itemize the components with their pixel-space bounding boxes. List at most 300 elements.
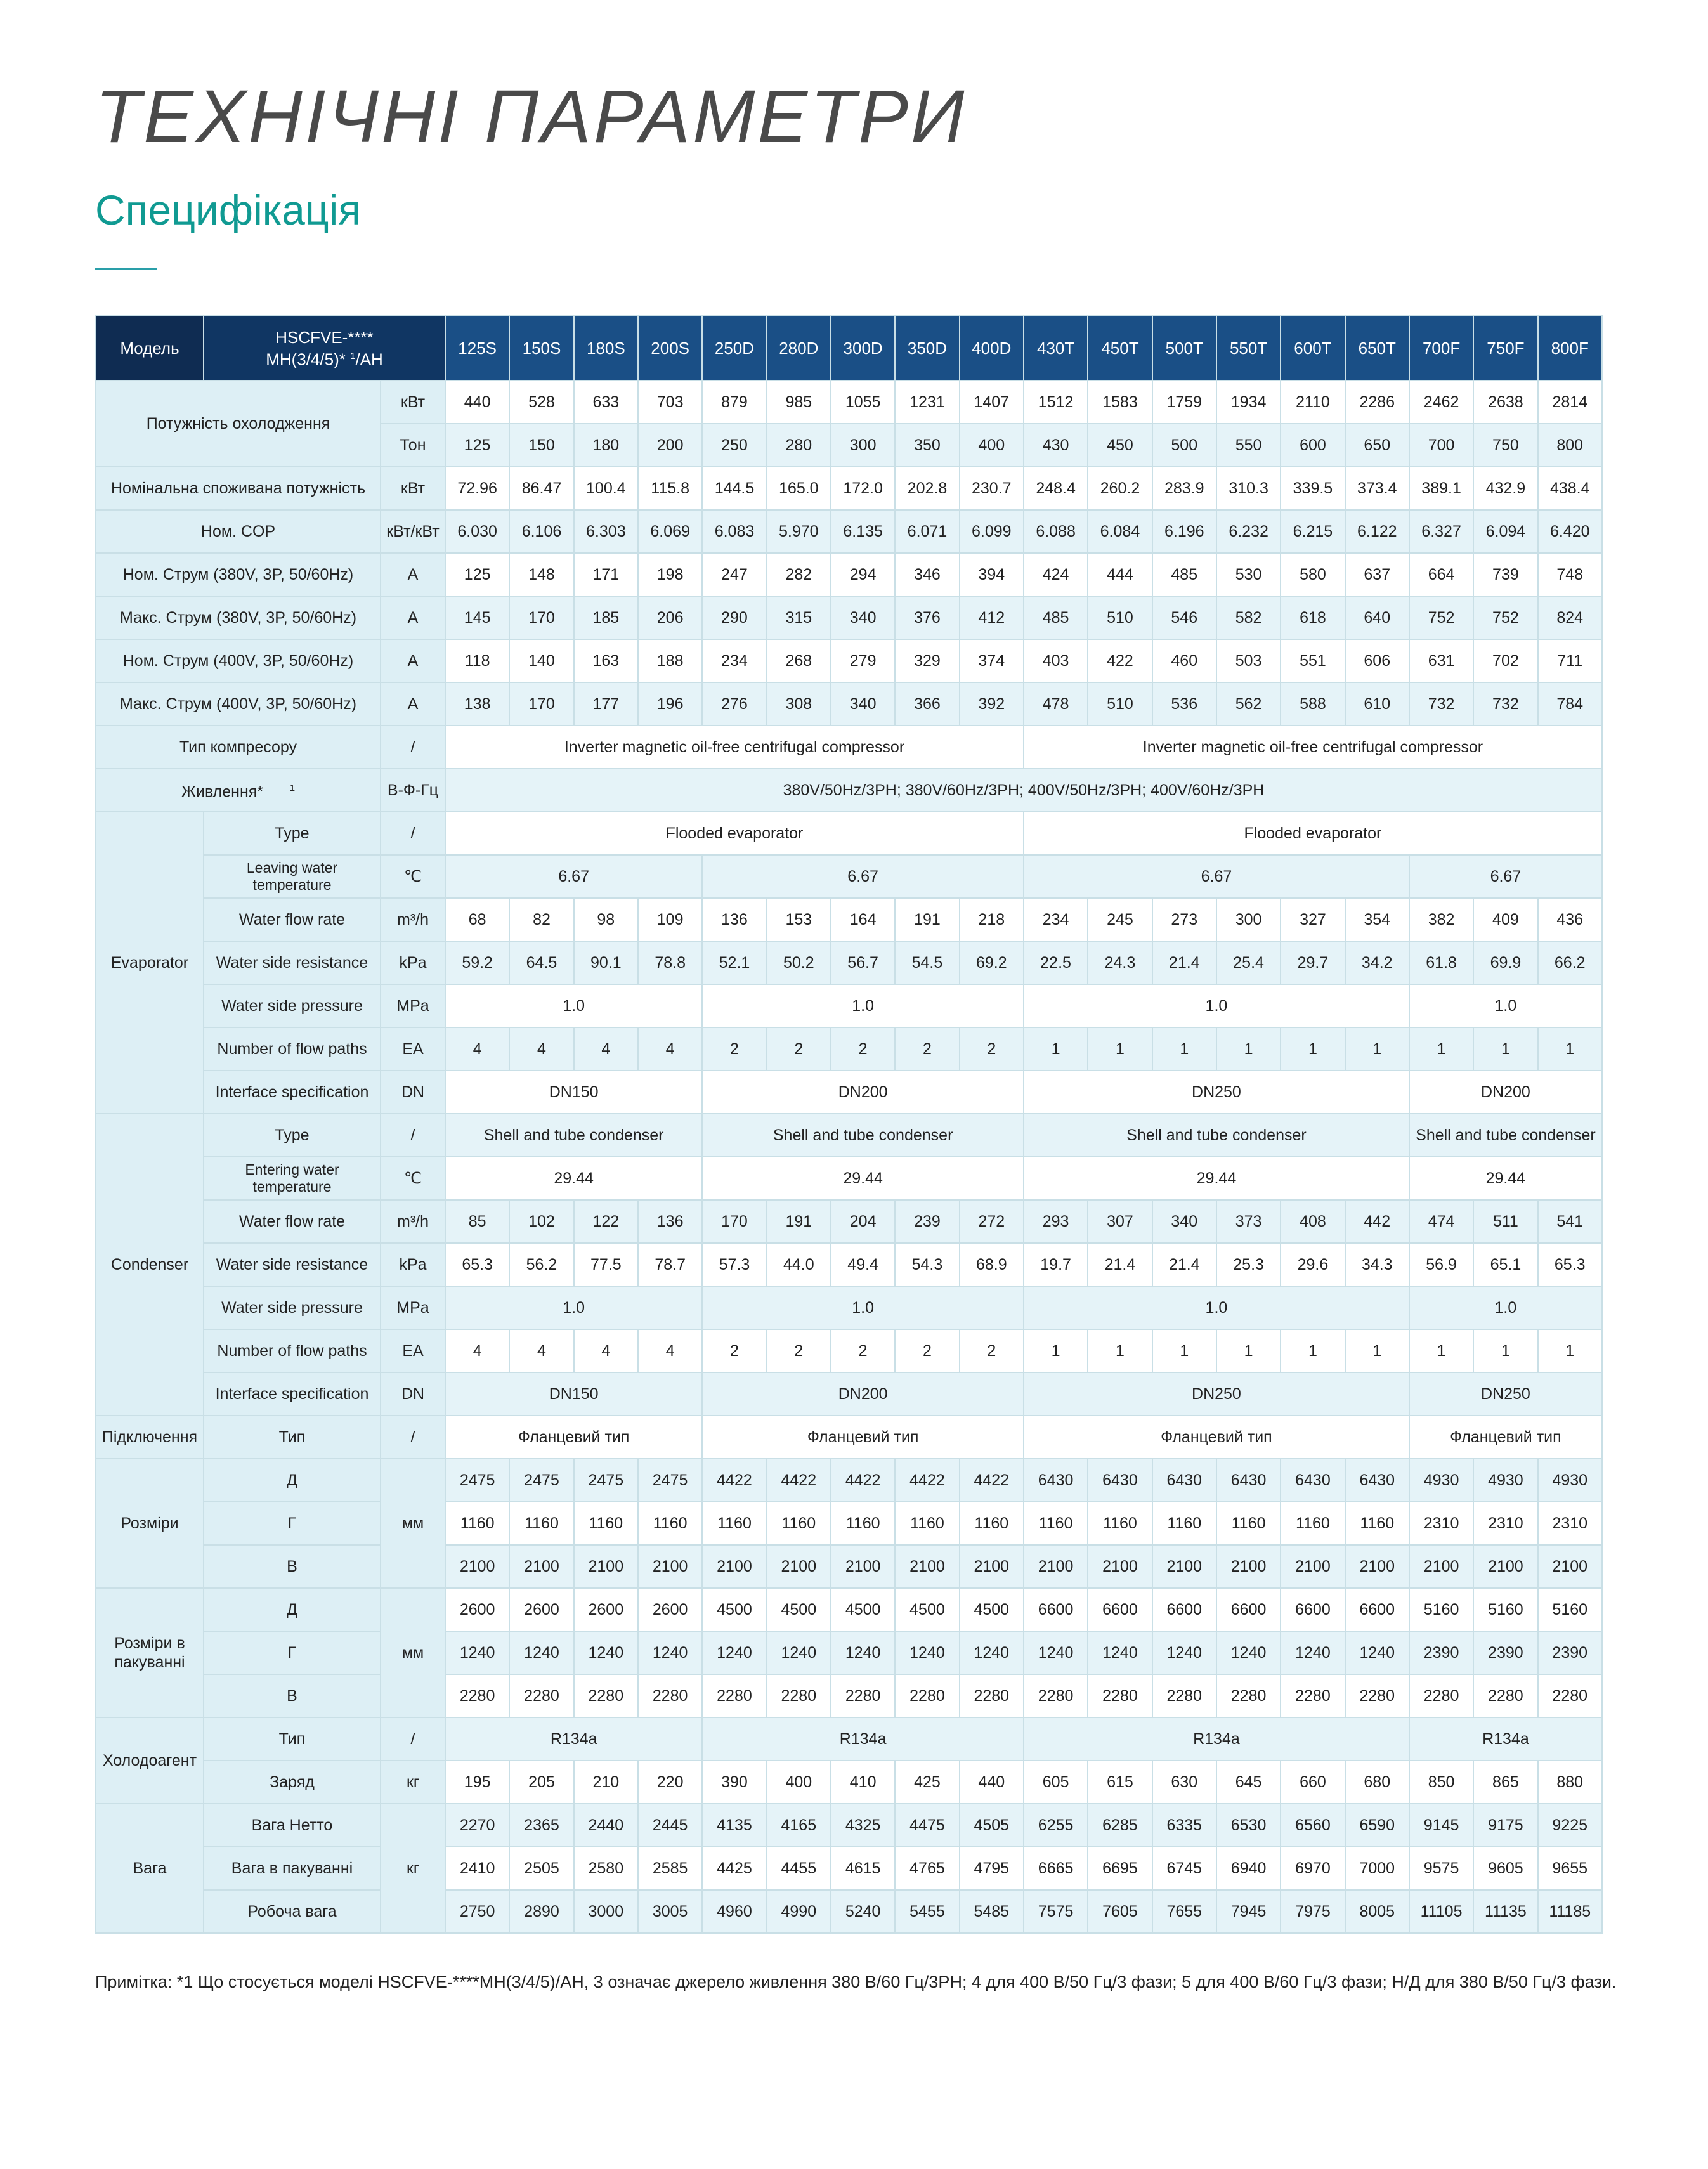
value-cell: 1160 xyxy=(1281,1502,1345,1545)
value-cell: 2600 xyxy=(574,1588,638,1631)
value-cell: 65.3 xyxy=(445,1243,509,1286)
row-label-text: Ном. Струм (400V, 3P, 50/60Hz) xyxy=(122,652,354,670)
value-cell: 339.5 xyxy=(1281,467,1345,510)
row-group-label: Потужність охолодження xyxy=(96,381,381,467)
value-cell: 436 xyxy=(1538,898,1602,941)
spec-row xyxy=(96,1243,1602,1286)
value-cell: 191 xyxy=(895,898,959,941)
value-cell: 440 xyxy=(445,381,509,424)
row-sub-label: Тип xyxy=(204,1717,381,1761)
spec-row xyxy=(96,1200,1602,1243)
value-cell: 52.1 xyxy=(702,941,766,984)
value-cell: 109 xyxy=(638,898,702,941)
value-cell: Shell and tube condenser xyxy=(1409,1114,1602,1157)
value-cell: 85 xyxy=(445,1200,509,1243)
value-cell: 2280 xyxy=(960,1674,1024,1717)
unit-cell: Тон xyxy=(381,424,445,467)
value-cell: 1240 xyxy=(1216,1631,1281,1674)
value-cell: 2 xyxy=(960,1027,1024,1071)
model-header-800f: 800F xyxy=(1538,316,1602,381)
value-cell: 9145 xyxy=(1409,1804,1473,1847)
value-cell: 202.8 xyxy=(895,467,959,510)
value-cell: 2310 xyxy=(1473,1502,1537,1545)
row-sub-label: Number of flow paths xyxy=(204,1027,381,1071)
value-cell: 1759 xyxy=(1152,381,1216,424)
value-cell: 6.069 xyxy=(638,510,702,553)
value-cell: 11135 xyxy=(1473,1890,1537,1933)
page-title: ТЕХНІЧНІ ПАРАМЕТРИ xyxy=(95,75,967,159)
model-code-footnote: 1 xyxy=(350,350,356,362)
row-sub-label: Water side resistance xyxy=(204,941,381,984)
value-cell: 680 xyxy=(1345,1761,1409,1804)
value-cell: 4765 xyxy=(895,1847,959,1890)
value-cell: 7945 xyxy=(1216,1890,1281,1933)
value-cell: 4 xyxy=(509,1329,573,1372)
value-cell: 1240 xyxy=(574,1631,638,1674)
value-cell: 430 xyxy=(1024,424,1088,467)
value-cell: 66.2 xyxy=(1538,941,1602,984)
value-cell: Фланцевий тип xyxy=(1024,1416,1409,1459)
row-group-label: Evaporator xyxy=(96,812,204,1114)
value-cell: 1 xyxy=(1216,1329,1281,1372)
unit-cell: A xyxy=(381,553,445,596)
value-cell: 340 xyxy=(1152,1200,1216,1243)
model-header-430t: 430T xyxy=(1024,316,1088,381)
value-cell: 1160 xyxy=(1152,1502,1216,1545)
value-cell: 6430 xyxy=(1281,1459,1345,1502)
value-cell: 1240 xyxy=(767,1631,831,1674)
model-header-750f: 750F xyxy=(1473,316,1537,381)
value-cell: 4325 xyxy=(831,1804,895,1847)
value-cell: 1160 xyxy=(831,1502,895,1545)
value-cell: 2286 xyxy=(1345,381,1409,424)
value-cell: 8005 xyxy=(1345,1890,1409,1933)
value-cell: 732 xyxy=(1473,682,1537,726)
value-cell: 739 xyxy=(1473,553,1537,596)
value-cell: 2280 xyxy=(1409,1674,1473,1717)
value-cell: 478 xyxy=(1024,682,1088,726)
row-sub-label: Water side pressure xyxy=(204,984,381,1027)
value-cell: 2 xyxy=(895,1329,959,1372)
value-cell: Inverter magnetic oil-free centrifugal compressor xyxy=(1024,726,1602,769)
value-cell: 6.67 xyxy=(1409,855,1602,898)
value-cell: 2280 xyxy=(574,1674,638,1717)
spec-row xyxy=(96,510,1602,553)
value-cell: 29.44 xyxy=(445,1157,702,1200)
value-cell: 6.420 xyxy=(1538,510,1602,553)
value-cell: 2505 xyxy=(509,1847,573,1890)
value-cell: 703 xyxy=(638,381,702,424)
value-cell: 6600 xyxy=(1345,1588,1409,1631)
value-cell: 4422 xyxy=(960,1459,1024,1502)
value-cell: 2280 xyxy=(1024,1674,1088,1717)
value-cell: DN200 xyxy=(1409,1071,1602,1114)
value-cell: 2100 xyxy=(1024,1545,1088,1588)
value-cell: 2280 xyxy=(831,1674,895,1717)
value-cell: 21.4 xyxy=(1152,941,1216,984)
value-cell: 1 xyxy=(1088,1027,1152,1071)
row-label-text: Живлення* xyxy=(181,783,264,801)
value-cell: 77.5 xyxy=(574,1243,638,1286)
value-cell: 2390 xyxy=(1409,1631,1473,1674)
row-group-label: Підключення xyxy=(96,1416,204,1459)
value-cell: 164 xyxy=(831,898,895,941)
value-cell: 2280 xyxy=(1216,1674,1281,1717)
value-cell: Shell and tube condenser xyxy=(1024,1114,1409,1157)
value-cell: 144.5 xyxy=(702,467,766,510)
value-cell: 6.106 xyxy=(509,510,573,553)
value-cell: 732 xyxy=(1409,682,1473,726)
value-cell: DN200 xyxy=(702,1372,1024,1416)
value-cell: 460 xyxy=(1152,639,1216,682)
row-sub-label: В xyxy=(204,1545,381,1588)
value-cell: DN150 xyxy=(445,1071,702,1114)
row-group-label: Вага xyxy=(96,1804,204,1933)
value-cell: 4930 xyxy=(1409,1459,1473,1502)
value-cell: 1160 xyxy=(574,1502,638,1545)
value-cell: 2814 xyxy=(1538,381,1602,424)
value-cell: 5160 xyxy=(1409,1588,1473,1631)
value-cell: 140 xyxy=(509,639,573,682)
value-cell: DN250 xyxy=(1409,1372,1602,1416)
value-cell: 824 xyxy=(1538,596,1602,639)
value-cell: 72.96 xyxy=(445,467,509,510)
value-cell: 4165 xyxy=(767,1804,831,1847)
value-cell: 800 xyxy=(1538,424,1602,467)
value-cell: 9655 xyxy=(1538,1847,1602,1890)
value-cell: 300 xyxy=(831,424,895,467)
value-cell: 630 xyxy=(1152,1761,1216,1804)
unit-cell: кВт xyxy=(381,467,445,510)
value-cell: Inverter magnetic oil-free centrifugal compressor xyxy=(445,726,1024,769)
value-cell: 373 xyxy=(1216,1200,1281,1243)
value-cell: Flooded evaporator xyxy=(1024,812,1602,855)
value-cell: 5160 xyxy=(1538,1588,1602,1631)
value-cell: DN250 xyxy=(1024,1071,1409,1114)
value-cell: 34.2 xyxy=(1345,941,1409,984)
value-cell: 1160 xyxy=(509,1502,573,1545)
value-cell: 205 xyxy=(509,1761,573,1804)
spec-row xyxy=(96,1761,1602,1804)
model-code-line2: MH(3/4/5)* xyxy=(266,349,346,369)
value-cell: 9575 xyxy=(1409,1847,1473,1890)
value-cell: 57.3 xyxy=(702,1243,766,1286)
value-cell: 22.5 xyxy=(1024,941,1088,984)
spec-row xyxy=(96,596,1602,639)
value-cell: 444 xyxy=(1088,553,1152,596)
value-cell: 4 xyxy=(638,1329,702,1372)
value-cell: 422 xyxy=(1088,639,1152,682)
value-cell: 54.3 xyxy=(895,1243,959,1286)
spec-row xyxy=(96,1027,1602,1071)
value-cell: 6695 xyxy=(1088,1847,1152,1890)
unit-cell: / xyxy=(381,1114,445,1157)
value-cell: 4422 xyxy=(767,1459,831,1502)
value-cell: 2310 xyxy=(1409,1502,1473,1545)
value-cell: 784 xyxy=(1538,682,1602,726)
value-cell: 165.0 xyxy=(767,467,831,510)
value-cell: 1.0 xyxy=(702,984,1024,1027)
value-cell: 580 xyxy=(1281,553,1345,596)
value-cell: 6255 xyxy=(1024,1804,1088,1847)
value-cell: 86.47 xyxy=(509,467,573,510)
value-cell: 1240 xyxy=(702,1631,766,1674)
value-cell: 2280 xyxy=(895,1674,959,1717)
value-cell: 118 xyxy=(445,639,509,682)
row-sub-label: Water side resistance xyxy=(204,1243,381,1286)
value-cell: 1240 xyxy=(831,1631,895,1674)
value-cell: 125 xyxy=(445,553,509,596)
row-label-text: Номінальна споживана потужність xyxy=(110,479,366,497)
value-cell: 1240 xyxy=(1024,1631,1088,1674)
value-cell: 2 xyxy=(831,1027,895,1071)
spec-row xyxy=(96,1459,1602,1502)
value-cell: 748 xyxy=(1538,553,1602,596)
value-cell: 148 xyxy=(509,553,573,596)
value-cell: 485 xyxy=(1024,596,1088,639)
model-header-300d: 300D xyxy=(831,316,895,381)
value-cell: 6285 xyxy=(1088,1804,1152,1847)
value-cell: 78.8 xyxy=(638,941,702,984)
value-cell: 541 xyxy=(1538,1200,1602,1243)
model-header-700f: 700F xyxy=(1409,316,1473,381)
value-cell: 61.8 xyxy=(1409,941,1473,984)
value-cell: 1240 xyxy=(1088,1631,1152,1674)
value-cell: 260.2 xyxy=(1088,467,1152,510)
value-cell: 2100 xyxy=(895,1545,959,1588)
value-cell: 69.9 xyxy=(1473,941,1537,984)
row-sub-label: Interface specification xyxy=(204,1372,381,1416)
value-cell: 350 xyxy=(895,424,959,467)
value-cell: 2390 xyxy=(1473,1631,1537,1674)
value-cell: 474 xyxy=(1409,1200,1473,1243)
row-sub-label: Type xyxy=(204,812,381,855)
value-cell: 4500 xyxy=(831,1588,895,1631)
value-cell: 880 xyxy=(1538,1761,1602,1804)
value-cell: 1240 xyxy=(1281,1631,1345,1674)
value-cell: 528 xyxy=(509,381,573,424)
value-cell: 6530 xyxy=(1216,1804,1281,1847)
value-cell: 2100 xyxy=(1345,1545,1409,1588)
value-cell: 4990 xyxy=(767,1890,831,1933)
spec-row xyxy=(96,769,1602,812)
value-cell: 153 xyxy=(767,898,831,941)
value-cell: 6.122 xyxy=(1345,510,1409,553)
value-cell: 78.7 xyxy=(638,1243,702,1286)
value-cell: 2280 xyxy=(767,1674,831,1717)
value-cell: 4 xyxy=(638,1027,702,1071)
value-cell: 2100 xyxy=(960,1545,1024,1588)
value-cell: 637 xyxy=(1345,553,1409,596)
value-cell: 750 xyxy=(1473,424,1537,467)
value-cell: 2390 xyxy=(1538,1631,1602,1674)
value-cell: Shell and tube condenser xyxy=(702,1114,1024,1157)
value-cell: 6.303 xyxy=(574,510,638,553)
value-cell: 2280 xyxy=(1538,1674,1602,1717)
unit-cell: DN xyxy=(381,1372,445,1416)
value-cell: 250 xyxy=(702,424,766,467)
value-cell: 2440 xyxy=(574,1804,638,1847)
value-cell: 2280 xyxy=(445,1674,509,1717)
model-header-150s: 150S xyxy=(509,316,573,381)
value-cell: 6430 xyxy=(1345,1459,1409,1502)
value-cell: 640 xyxy=(1345,596,1409,639)
value-cell: 65.3 xyxy=(1538,1243,1602,1286)
value-cell: 2280 xyxy=(1281,1674,1345,1717)
value-cell: 2365 xyxy=(509,1804,573,1847)
row-sub-label: Д xyxy=(204,1588,381,1631)
spec-row xyxy=(96,1157,1602,1200)
value-cell: 6.088 xyxy=(1024,510,1088,553)
row-sub-label: Leaving water temperature xyxy=(204,855,381,898)
spec-row xyxy=(96,1717,1602,1761)
value-cell: 425 xyxy=(895,1761,959,1804)
value-cell: 6600 xyxy=(1088,1588,1152,1631)
value-cell: 163 xyxy=(574,639,638,682)
value-cell: 615 xyxy=(1088,1761,1152,1804)
value-cell: 29.7 xyxy=(1281,941,1345,984)
value-cell: 633 xyxy=(574,381,638,424)
value-cell: 510 xyxy=(1088,596,1152,639)
value-cell: 374 xyxy=(960,639,1024,682)
footnote: Примітка: *1 Що стосується моделі HSCFVE-****MH(3/4/5)/AH, 3 означає джерело живлення 380 В/60 Гц/3PH; 4 для 400 В/50 Гц/3 фази; 5 для 400 В/60 Гц/3 фази; Н/Д для 380 В/50 Гц/3 фази. xyxy=(95,1972,1617,1991)
value-cell: 2100 xyxy=(638,1545,702,1588)
model-header-450t: 450T xyxy=(1088,316,1152,381)
value-cell: 606 xyxy=(1345,639,1409,682)
value-cell: 500 xyxy=(1152,424,1216,467)
value-cell: 1 xyxy=(1409,1027,1473,1071)
value-cell: 170 xyxy=(509,682,573,726)
row-sub-label: Робоча вага xyxy=(204,1890,381,1933)
value-cell: 1160 xyxy=(702,1502,766,1545)
value-cell: 280 xyxy=(767,424,831,467)
value-cell: 440 xyxy=(960,1761,1024,1804)
value-cell: 4 xyxy=(574,1027,638,1071)
value-cell: 4500 xyxy=(960,1588,1024,1631)
value-cell: 6940 xyxy=(1216,1847,1281,1890)
value-cell: 49.4 xyxy=(831,1243,895,1286)
unit-cell: DN xyxy=(381,1071,445,1114)
value-cell: 1160 xyxy=(1088,1502,1152,1545)
unit-cell: кг xyxy=(381,1804,445,1933)
value-cell: 294 xyxy=(831,553,895,596)
spec-row xyxy=(96,812,1602,855)
row-label xyxy=(96,467,381,510)
value-cell: 300 xyxy=(1216,898,1281,941)
value-cell: 1.0 xyxy=(445,984,702,1027)
value-cell: 5240 xyxy=(831,1890,895,1933)
value-cell: 276 xyxy=(702,682,766,726)
value-cell: R134a xyxy=(702,1717,1024,1761)
value-cell: 6.67 xyxy=(702,855,1024,898)
value-cell: 136 xyxy=(702,898,766,941)
row-label xyxy=(96,769,381,812)
value-cell: 100.4 xyxy=(574,467,638,510)
value-cell: 2 xyxy=(702,1027,766,1071)
model-header-550t: 550T xyxy=(1216,316,1281,381)
value-cell: 865 xyxy=(1473,1761,1537,1804)
value-cell: 185 xyxy=(574,596,638,639)
value-cell: 171 xyxy=(574,553,638,596)
value-cell: 4930 xyxy=(1473,1459,1537,1502)
value-cell: 290 xyxy=(702,596,766,639)
value-cell: 2100 xyxy=(1281,1545,1345,1588)
value-cell: 546 xyxy=(1152,596,1216,639)
value-cell: 400 xyxy=(767,1761,831,1804)
value-cell: 6.083 xyxy=(702,510,766,553)
value-cell: 9225 xyxy=(1538,1804,1602,1847)
model-header-350d: 350D xyxy=(895,316,959,381)
value-cell: 29.44 xyxy=(1409,1157,1602,1200)
row-group-label: Condenser xyxy=(96,1114,204,1416)
spec-row xyxy=(96,682,1602,726)
value-cell: 6970 xyxy=(1281,1847,1345,1890)
model-code-header xyxy=(204,316,445,381)
value-cell: 2100 xyxy=(509,1545,573,1588)
value-cell: 631 xyxy=(1409,639,1473,682)
value-cell: 6430 xyxy=(1024,1459,1088,1502)
value-cell: 1 xyxy=(1345,1329,1409,1372)
value-cell: 605 xyxy=(1024,1761,1088,1804)
value-cell: 25.3 xyxy=(1216,1243,1281,1286)
model-header-600t: 600T xyxy=(1281,316,1345,381)
value-cell: 366 xyxy=(895,682,959,726)
value-cell: 1160 xyxy=(1024,1502,1088,1545)
value-cell: 432.9 xyxy=(1473,467,1537,510)
value-cell: 1 xyxy=(1473,1329,1537,1372)
value-cell: 2100 xyxy=(1216,1545,1281,1588)
value-cell: 196 xyxy=(638,682,702,726)
value-cell: 2100 xyxy=(1088,1545,1152,1588)
spec-row xyxy=(96,1502,1602,1545)
title-divider xyxy=(95,268,157,270)
value-cell: 4500 xyxy=(895,1588,959,1631)
value-cell: Фланцевий тип xyxy=(702,1416,1024,1459)
value-cell: 4500 xyxy=(767,1588,831,1631)
row-group-label: Розміри xyxy=(96,1459,204,1588)
value-cell: 380V/50Hz/3PH; 380V/60Hz/3PH; 400V/50Hz/3PH; 400V/60Hz/3PH xyxy=(445,769,1602,812)
value-cell: 11185 xyxy=(1538,1890,1602,1933)
value-cell: 170 xyxy=(702,1200,766,1243)
value-cell: 4135 xyxy=(702,1804,766,1847)
spec-row xyxy=(96,898,1602,941)
value-cell: 450 xyxy=(1088,424,1152,467)
row-sub-label: Г xyxy=(204,1631,381,1674)
value-cell: 389.1 xyxy=(1409,467,1473,510)
value-cell: 21.4 xyxy=(1152,1243,1216,1286)
value-cell: 1240 xyxy=(638,1631,702,1674)
row-label xyxy=(96,553,381,596)
value-cell: 4 xyxy=(574,1329,638,1372)
value-cell: 702 xyxy=(1473,639,1537,682)
value-cell: 394 xyxy=(960,553,1024,596)
value-cell: 122 xyxy=(574,1200,638,1243)
unit-cell: / xyxy=(381,1416,445,1459)
row-label-footnote: 1 xyxy=(289,783,296,794)
value-cell: 392 xyxy=(960,682,1024,726)
value-cell: 2475 xyxy=(509,1459,573,1502)
value-cell: 29.44 xyxy=(702,1157,1024,1200)
value-cell: 1 xyxy=(1088,1329,1152,1372)
value-cell: 442 xyxy=(1345,1200,1409,1243)
value-cell: 4 xyxy=(509,1027,573,1071)
value-cell: 340 xyxy=(831,596,895,639)
unit-cell: EA xyxy=(381,1027,445,1071)
spec-row xyxy=(96,381,1602,424)
value-cell: 1 xyxy=(1409,1329,1473,1372)
model-header-650t: 650T xyxy=(1345,316,1409,381)
value-cell: 2280 xyxy=(1473,1674,1537,1717)
